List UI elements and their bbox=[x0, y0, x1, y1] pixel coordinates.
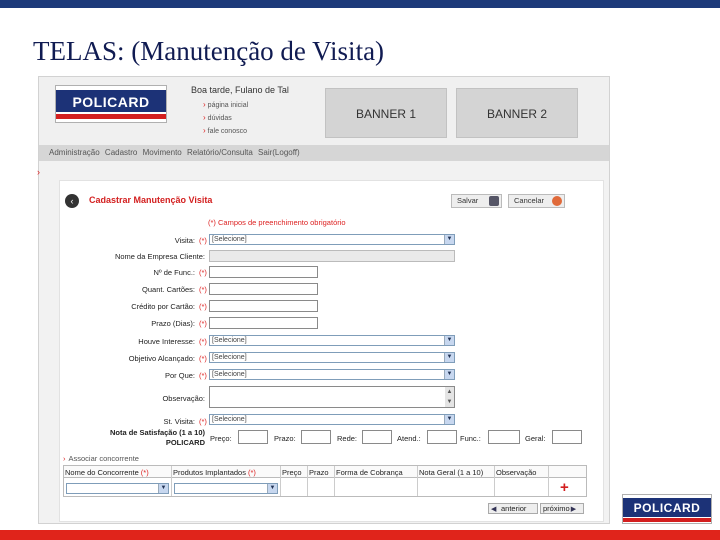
menu-pointer-icon: › bbox=[37, 167, 40, 177]
cancel-icon bbox=[552, 196, 562, 206]
policard-logo-corner bbox=[622, 494, 712, 524]
nota-label-line1: Nota de Satisfação (1 a 10) bbox=[109, 428, 205, 437]
arrow-right-icon: ▶ bbox=[570, 506, 577, 513]
policard-logo bbox=[55, 85, 167, 123]
nota-atend-label: Atend.: bbox=[397, 434, 421, 443]
nota-preco-label: Preço: bbox=[210, 434, 232, 443]
th-prazo: Prazo bbox=[309, 468, 329, 477]
chevron-down-icon: ▼ bbox=[267, 484, 277, 493]
proximo-button[interactable]: próximo▶ bbox=[540, 503, 584, 514]
objetivo-select[interactable]: [Selecione] ▼ bbox=[209, 352, 455, 363]
nota-func-label: Func.: bbox=[460, 434, 481, 443]
th-nome-concorrente: Nome do Concorrente (*) bbox=[65, 468, 149, 477]
bullet-icon: › bbox=[203, 100, 206, 109]
th-preco: Preço bbox=[282, 468, 302, 477]
bullet-icon: › bbox=[203, 113, 206, 122]
prazo-label: Prazo (Dias): bbox=[151, 319, 195, 328]
th-observacao: Observação bbox=[496, 468, 537, 477]
required-note: (*) Campos de preenchimento obrigatório bbox=[208, 218, 346, 227]
required-marker: (*) bbox=[199, 417, 207, 426]
empresa-field bbox=[209, 250, 455, 262]
menu-cadastro[interactable]: Cadastro bbox=[104, 148, 138, 157]
required-marker: (*) bbox=[199, 302, 207, 311]
main-menu bbox=[39, 145, 609, 161]
chevron-down-icon: ▼ bbox=[444, 415, 454, 424]
nota-geral-field[interactable] bbox=[552, 430, 582, 444]
logo-text: POLICARD bbox=[72, 94, 150, 110]
st-visita-label: St. Visita: bbox=[163, 417, 195, 426]
observacao-label: Observação: bbox=[162, 394, 205, 403]
required-marker: (*) bbox=[199, 285, 207, 294]
prazo-field[interactable] bbox=[209, 317, 318, 329]
th-produtos-implantados: Produtos Implantados (*) bbox=[173, 468, 256, 477]
scroll-down-icon[interactable]: ▼ bbox=[446, 399, 453, 405]
th-nota-geral: Nota Geral (1 a 10) bbox=[419, 468, 484, 477]
form-title: Cadastrar Manutenção Visita bbox=[89, 195, 213, 205]
concorrente-select[interactable] bbox=[66, 483, 169, 494]
menu-administracao[interactable]: Administração bbox=[49, 148, 100, 157]
nota-rede-label: Rede: bbox=[337, 434, 358, 443]
slide-title: TELAS: (Manutenção de Visita) bbox=[33, 36, 385, 66]
funcs-label: Nº de Func.: bbox=[153, 268, 195, 277]
required-marker: (*) bbox=[199, 337, 207, 346]
objetivo-label: Objetivo Alcançado: bbox=[128, 354, 195, 363]
chevron-down-icon: ▼ bbox=[444, 235, 454, 244]
banner-1[interactable]: BANNER 1 bbox=[325, 88, 447, 138]
nota-geral-label: Geral: bbox=[525, 434, 546, 443]
menu-sair[interactable]: Sair(Logoff) bbox=[258, 148, 300, 157]
scroll-up-icon[interactable]: ▲ bbox=[446, 389, 453, 395]
anterior-button[interactable]: ◀ anterior bbox=[488, 503, 538, 514]
app-window bbox=[38, 76, 610, 524]
nota-prazo-label: Prazo: bbox=[274, 434, 296, 443]
greeting: Boa tarde, Fulano de Tal bbox=[191, 85, 289, 95]
form-panel bbox=[59, 180, 604, 522]
slide-bottom-bar bbox=[0, 530, 720, 540]
link-fale-conosco[interactable]: › fale conosco bbox=[203, 126, 247, 135]
interesse-select[interactable]: [Selecione] ▼ bbox=[209, 335, 455, 346]
link-duvidas[interactable]: › dúvidas bbox=[203, 113, 232, 122]
save-disk-icon bbox=[489, 196, 499, 206]
link-pagina-inicial[interactable]: › página inicial bbox=[203, 100, 249, 109]
required-marker: (*) bbox=[199, 236, 207, 245]
empresa-label: Nome da Empresa Cliente: bbox=[114, 252, 205, 261]
funcs-field[interactable] bbox=[209, 266, 318, 278]
bullet-icon: › bbox=[203, 126, 206, 135]
slide-top-bar bbox=[0, 0, 720, 8]
interesse-label: Houve Interesse: bbox=[138, 337, 195, 346]
produtos-select[interactable] bbox=[174, 483, 278, 494]
required-marker: (*) bbox=[199, 371, 207, 380]
credito-field[interactable] bbox=[209, 300, 318, 312]
chevron-down-icon: ▼ bbox=[444, 370, 454, 379]
save-button[interactable]: Salvar bbox=[451, 194, 502, 208]
nota-func-field[interactable] bbox=[488, 430, 520, 444]
required-marker: (*) bbox=[199, 268, 207, 277]
menu-relatorio-consulta[interactable]: Relatório/Consulta bbox=[186, 148, 253, 157]
porque-select[interactable]: [Selecione] ▼ bbox=[209, 369, 455, 380]
bullet-icon: › bbox=[63, 454, 66, 463]
credito-label: Crédito por Cartão: bbox=[131, 302, 195, 311]
cartoes-field[interactable] bbox=[209, 283, 318, 295]
th-forma-cobranca: Forma de Cobrança bbox=[336, 468, 403, 477]
concorrente-table bbox=[63, 465, 587, 497]
nota-atend-field[interactable] bbox=[427, 430, 457, 444]
app-header bbox=[39, 77, 609, 145]
required-marker: (*) bbox=[199, 319, 207, 328]
menu-movimento[interactable]: Movimento bbox=[142, 148, 182, 157]
nota-prazo-field[interactable] bbox=[301, 430, 331, 444]
porque-label: Por Que: bbox=[164, 371, 195, 380]
nota-preco-field[interactable] bbox=[238, 430, 268, 444]
corner-logo-text: POLICARD bbox=[633, 501, 701, 515]
arrow-left-icon: ◀ bbox=[491, 506, 497, 513]
banner-2[interactable]: BANNER 2 bbox=[456, 88, 578, 138]
chevron-down-icon: ▼ bbox=[444, 353, 454, 362]
visita-label: Visita: bbox=[174, 236, 195, 245]
cancel-button[interactable]: Cancelar bbox=[508, 194, 565, 208]
visita-select[interactable]: [Selecione] ▼ bbox=[209, 234, 455, 245]
chevron-down-icon: ▼ bbox=[444, 336, 454, 345]
cartoes-label: Quant. Cartões: bbox=[142, 285, 195, 294]
nota-rede-field[interactable] bbox=[362, 430, 392, 444]
nota-label-line2: POLICARD bbox=[165, 438, 205, 447]
st-visita-select[interactable]: [Selecione] ▼ bbox=[209, 414, 455, 425]
add-row-icon[interactable]: + bbox=[560, 479, 569, 496]
associar-concorrente-link[interactable]: › Associar concorrente bbox=[63, 454, 139, 463]
required-marker: (*) bbox=[199, 354, 207, 363]
chevron-down-icon: ▼ bbox=[158, 484, 168, 493]
back-icon[interactable]: ‹ bbox=[65, 194, 79, 208]
observacao-textarea[interactable] bbox=[209, 386, 455, 408]
